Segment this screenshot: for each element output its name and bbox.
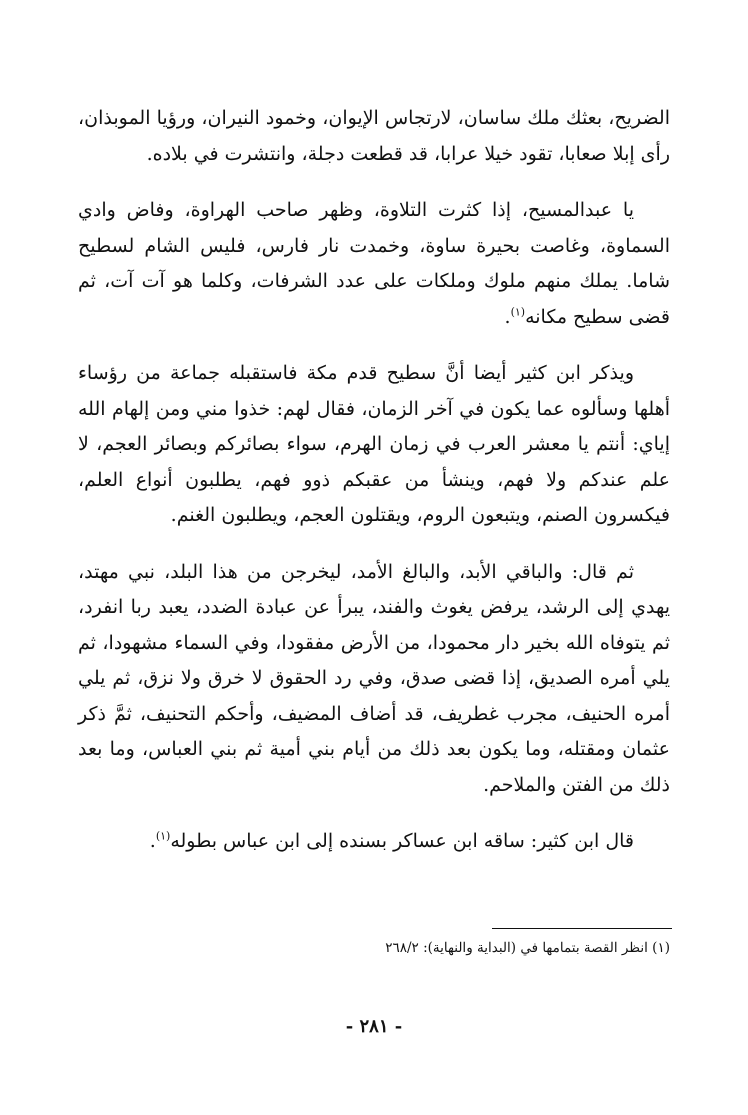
- paragraph-2-tail: .: [504, 305, 511, 328]
- paragraph-5-tail: .: [149, 830, 156, 852]
- paragraph-2: [78, 193, 670, 335]
- footnote-marker: (١): [155, 829, 171, 843]
- paragraph-4-text: ثم قال: والباقي الأبد، والبالغ الأمد، ليخرجن من هذا البلد، نبي مهتد، يهدي إلى الرشد، يرفض يغوث والفند، يبرأ عن عبادة الضدد، يعبد ربا انفرد، ثم يتوفاه الله بخير دار محمودا، من الأرض مفقودا، وفي السماء مشهودا، ثم يلي أمره الصديق، إذا قضى صدق، وفي رد الحقوق لا خرق ولا نزق، ثم يلي أمره الحنيف، مجرب غطريف، قد أضاف المضيف، وأحكم التحنيف، ثمَّ ذكر عثمان ومقتله، وما يكون بعد ذلك من أيام بني أمية ثم بني العباس، وما بعد ذلك من الفتن والملاحم.: [78, 560, 670, 796]
- main-text: [78, 101, 670, 881]
- footnote-divider: [492, 928, 672, 929]
- paragraph-3-text: ويذكر ابن كثير أيضا أنَّ سطيح قدم مكة فاستقبله جماعة من رؤساء أهلها وسألوه عما يكون في آخر الزمان، فقال لهم: خذوا مني ومن إلهام الله إياي: أنتم يا معشر العرب في زمان الهرم، سواء بصائركم وبصائر العجم، لا علم عندكم ولا فهم، وينشأ من عقبكم ذوو فهم، يطلبون أنواع العلم، فيكسرون الصنم، ويتبعون الروم، ويقتلون العجم، ويطلبون الغنم.: [78, 362, 670, 526]
- paragraph-4: [78, 555, 670, 804]
- paragraph-2-text: يا عبدالمسيح، إذا كثرت التلاوة، وظهر صاحب الهراوة، وفاض وادي السماوة، وغاصت بحيرة ساوة، وخمدت نار فارس، فليس الشام لسطيح شاما. يملك منهم ملوك وملكات على عدد الشرفات، وكلما هو آت آت، ثم قضى سطيح مكانه: [78, 199, 670, 328]
- paragraph-1-text: الضريح، بعثك ملك ساسان، لارتجاس الإيوان، وخمود النيران، ورؤيا الموبذان، رأى إبلا صعابا، تقود خيلا عرابا، قد قطعت دجلة، وانتشرت في بلاده.: [78, 107, 670, 165]
- paragraph-3: [78, 356, 670, 534]
- footnote: (١) انظر القصة بتمامها في (البداية والنهاية): ٢٦٨/٢: [385, 940, 670, 956]
- footnote-marker: (١): [510, 305, 526, 319]
- paragraph-5: [78, 824, 670, 860]
- page-number: - ٢٨١ -: [345, 1016, 403, 1037]
- paragraph-5-text: قال ابن كثير: ساقه ابن عساكر بسنده إلى ابن عباس بطوله: [170, 830, 634, 852]
- paragraph-1: [78, 101, 670, 172]
